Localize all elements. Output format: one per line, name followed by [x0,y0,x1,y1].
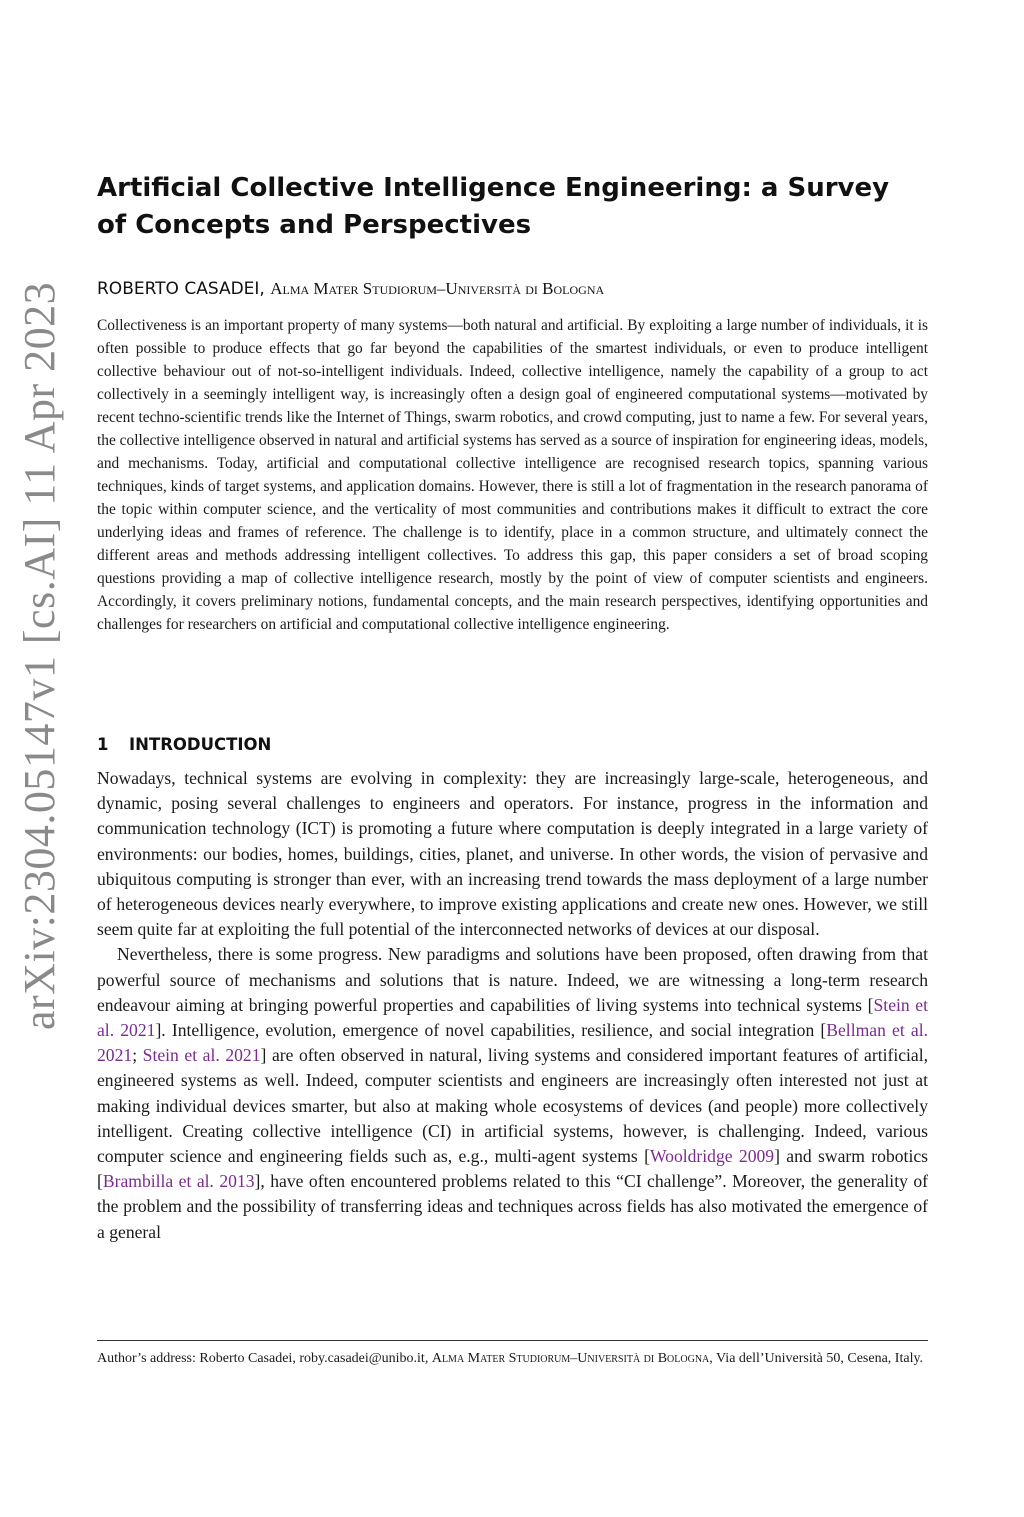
author-address-footnote [97,1349,928,1369]
citation-link[interactable]: Bellman et al. 2021 [97,1020,928,1066]
footnote-suffix: , Via dell’Università 50, Cesena, Italy. [709,1351,924,1366]
author-name: ROBERTO CASADEI, [97,279,265,299]
paragraph-2-text: ], have often encountered problems related to this “CI challenge”. Moreover, the generality of the problem and the possibility of transferring ideas and techniques across fields has also motivated the emergence of a general [97,1171,928,1242]
abstract: Collectiveness is an important property of many systems—both natural and artificial. By exploiting a large number of individuals, it is often possible to produce effects that go far beyond the capabilities of the smartest individuals, or even to produce intelligent collective behaviour out of not-so-intelligent individuals. Indeed, collective intelligence, namely the capability of a group to act collectively in a seemingly intelligent way, is increasingly often a design goal of engineered computational systems—motivated by recent techno-scientific trends like the Internet of Things, swarm robotics, and crowd computing, just to name a few. For several years, the collective intelligence observed in natural and artificial systems has served as a source of inspiration for engineering ideas, models, and mechanisms. Today, artificial and computational collective intelligence are recognised research topics, spanning various techniques, kinds of target systems, and application domains. However, there is still a lot of fragmentation in the research panorama of the topic within computer science, and the verticality of most communities and contributions makes it difficult to extract the core underlying ideas and frames of reference. The challenge is to identify, place in a common structure, and ultimately connect the different areas and methods addressing intelligent collectives. To address this gap, this paper considers a set of broad scoping questions providing a map of collective intelligence research, mostly by the point of view of computer scientists and engineers. Accordingly, it covers preliminary notions, fundamental concepts, and the main research perspectives, identifying opportunities and challenges for researchers on artificial and computational collective intelligence engineering. [97,317,928,633]
citation-link[interactable]: Brambilla et al. 2013 [102,1171,255,1192]
body-text [97,766,928,1245]
footnote-affiliation: Alma Mater Studiorum–Università di Bologna [431,1351,710,1366]
author-affiliation: Alma Mater Studiorum–Università di Bologna [270,279,605,298]
paragraph-2-text: ] are often observed in natural, living systems and considered important features of artificial, engineered systems as well. Indeed, computer scientists and engineers are increasingly often interested not just at making individual devices smarter, but also at making whole ecosystems of devices (and people) more collectively intelligent. Creating collective intelligence (CI) in artificial systems, however, is challenging. Indeed, various computer science and engineering fields such as, e.g., multi-agent systems [ [97,1045,929,1167]
paragraph-2 [97,942,928,1244]
paper-title: Artificial Collective Intelligence Engineering: a Survey of Concepts and Perspectives [97,173,890,240]
citation-link[interactable]: Stein et al. 2021 [97,994,929,1041]
footnote-divider [97,1340,928,1341]
paragraph-2-text: Nevertheless, there is some progress. New paradigms and solutions have been proposed, often drawing from that powerful source of mechanisms and solutions that is nature. Indeed, we are witnessing a long-term research endeavour aiming at bringing powerful properties and capabilities of living systems into technical systems [ [97,944,928,1015]
paragraph-2-text: ]. Intelligence, evolution, emergence of novel capabilities, resilience, and social integration [ [155,1020,827,1041]
citation-link[interactable]: Stein et al. 2021 [142,1045,261,1066]
section-number: 1 [97,735,109,754]
section-title: INTRODUCTION [129,735,272,754]
footnote-prefix: Author’s address: Roberto Casadei, roby.casadei@unibo.it, [97,1351,432,1366]
citation-link[interactable]: Wooldridge 2009 [649,1146,775,1167]
section-heading [97,735,271,754]
arxiv-identifier-stamp: arXiv:2304.05147v1 [cs.AI] 11 Apr 2023 [15,281,64,1030]
paragraph-2-text: ; [132,1045,143,1066]
paragraph-1: Nowadays, technical systems are evolving in complexity: they are increasingly large-scale, heterogeneous, and dynamic, posing several challenges to engineers and operators. For instance, progress in the information and communication technology (ICT) is promoting a future where computation is deeply integrated in a large variety of environments: our bodies, homes, buildings, cities, planet, and universe. In other words, the vision of pervasive and ubiquitous computing is stronger than ever, with an increasing trend towards the mass deployment of a large number of heterogeneous devices nearly everywhere, to improve existing applications and create new ones. However, we still seem quite far at exploiting the full potential of the interconnected networks of devices at our disposal. [97,768,928,940]
author-line [97,279,927,299]
paragraph-2-text: ] and swarm robotics [ [97,1146,928,1192]
